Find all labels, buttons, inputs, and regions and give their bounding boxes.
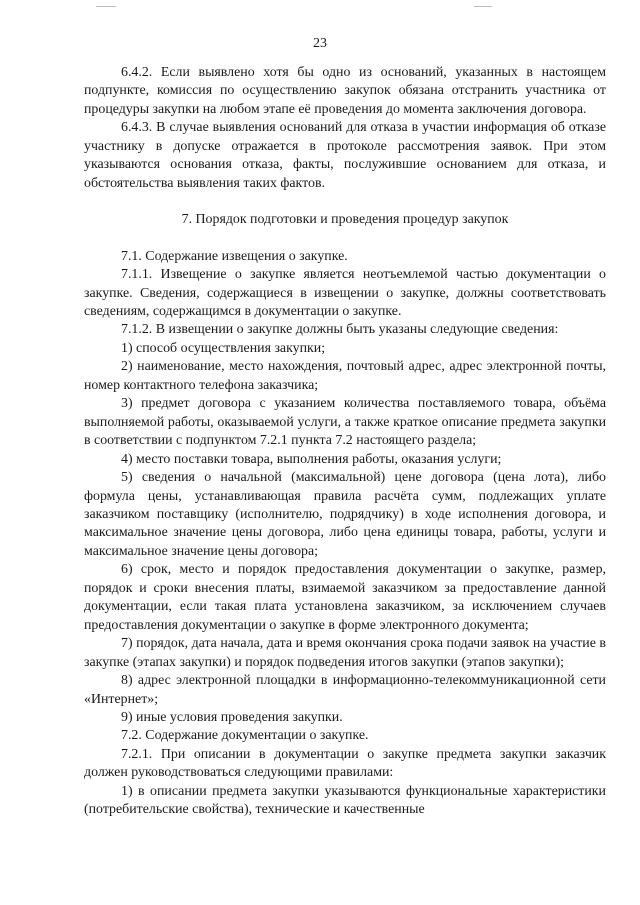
scan-artifact bbox=[474, 6, 492, 7]
list-item: 9) иные условия проведения закупки. bbox=[121, 709, 343, 725]
document-body bbox=[84, 64, 606, 820]
list-item: 2) наименование, место нахождения, почтовый адрес, адрес электронной почты, номер контактного телефона заказчика; bbox=[84, 359, 606, 393]
paragraph: 7.1.1. Извещение о закупке является неотъемлемой частью документации о закупке. Сведения, содержащиеся в извещении о закупке, должны соответствовать сведениям, содержащимся в документации о закупке. bbox=[84, 267, 606, 319]
scan-artifact bbox=[96, 6, 116, 7]
paragraph: 6.4.3. В случае выявления оснований для отказа в участии информация об отказе участнику в допуске отражается в протоколе рассмотрения заявок. При этом указываются основания отказа, факты, послужившие основанием для отказа, и обстоятельства выявления таких фактов. bbox=[84, 120, 606, 191]
paragraph: 7.2. Содержание документации о закупке. bbox=[121, 728, 369, 744]
section-heading: 7. Порядок подготовки и проведения процедур закупок bbox=[181, 212, 509, 228]
list-item: 5) сведения о начальной (максимальной) цене договора (цена лота), либо формула цены, устанавливающая правила расчёта сумм, подлежащих уплате заказчиком поставщику (исполнителю, подрядчику) в ходе исполнения договора, и максимальное значение цены договора, либо цена единицы товара, работы, услуги и максимальное значение цены договора; bbox=[84, 470, 606, 559]
list-item: 3) предмет договора с указанием количества поставляемого товара, объёма выполняемой работы, оказываемой услуги, а также краткое описание предмета закупки в соответствии с подпунктом 7.2.1 пункта 7.2 настоящего раздела; bbox=[84, 396, 606, 449]
list-item: 1) в описании предмета закупки указываются функциональные характеристики (потребительские свойства), технические и качественные bbox=[84, 783, 606, 818]
list-item: 7) порядок, дата начала, дата и время окончания срока подачи заявок на участие в закупке (этапах закупки) и порядок подведения итогов закупки (этапов закупки); bbox=[84, 636, 606, 670]
list-item: 1) способ осуществления закупки; bbox=[121, 340, 326, 356]
page-number: 23 bbox=[313, 36, 327, 51]
paragraph: 6.4.2. Если выявлено хотя бы одно из оснований, указанных в настоящем подпункте, комиссия по осуществлению закупок обязана отстранить участника от процедуры закупки на любом этапе её проведения до момента заключения договора. bbox=[84, 65, 606, 117]
paragraph: 7.1. Содержание извещения о закупке. bbox=[121, 248, 348, 264]
list-item: 6) срок, место и порядок предоставления документации о закупке, размер, порядок и сроки внесения платы, взимаемой заказчиком за предоставление данной документации, если такая плата установлена заказчиком, за исключением случаев предоставления документации о закупке в форме электронного документа; bbox=[84, 562, 606, 633]
list-item: 8) адрес электронной площадки в информационно-телекоммуникационной сети «Интернет»; bbox=[84, 673, 606, 707]
list-item: 4) место поставки товара, выполнения работы, оказания услуги; bbox=[121, 451, 502, 467]
paragraph: 7.2.1. При описании в документации о закупке предмета закупки заказчик должен руководствоваться следующими правилами: bbox=[84, 746, 606, 781]
paragraph: 7.1.2. В извещении о закупке должны быть указаны следующие сведения: bbox=[121, 322, 559, 338]
